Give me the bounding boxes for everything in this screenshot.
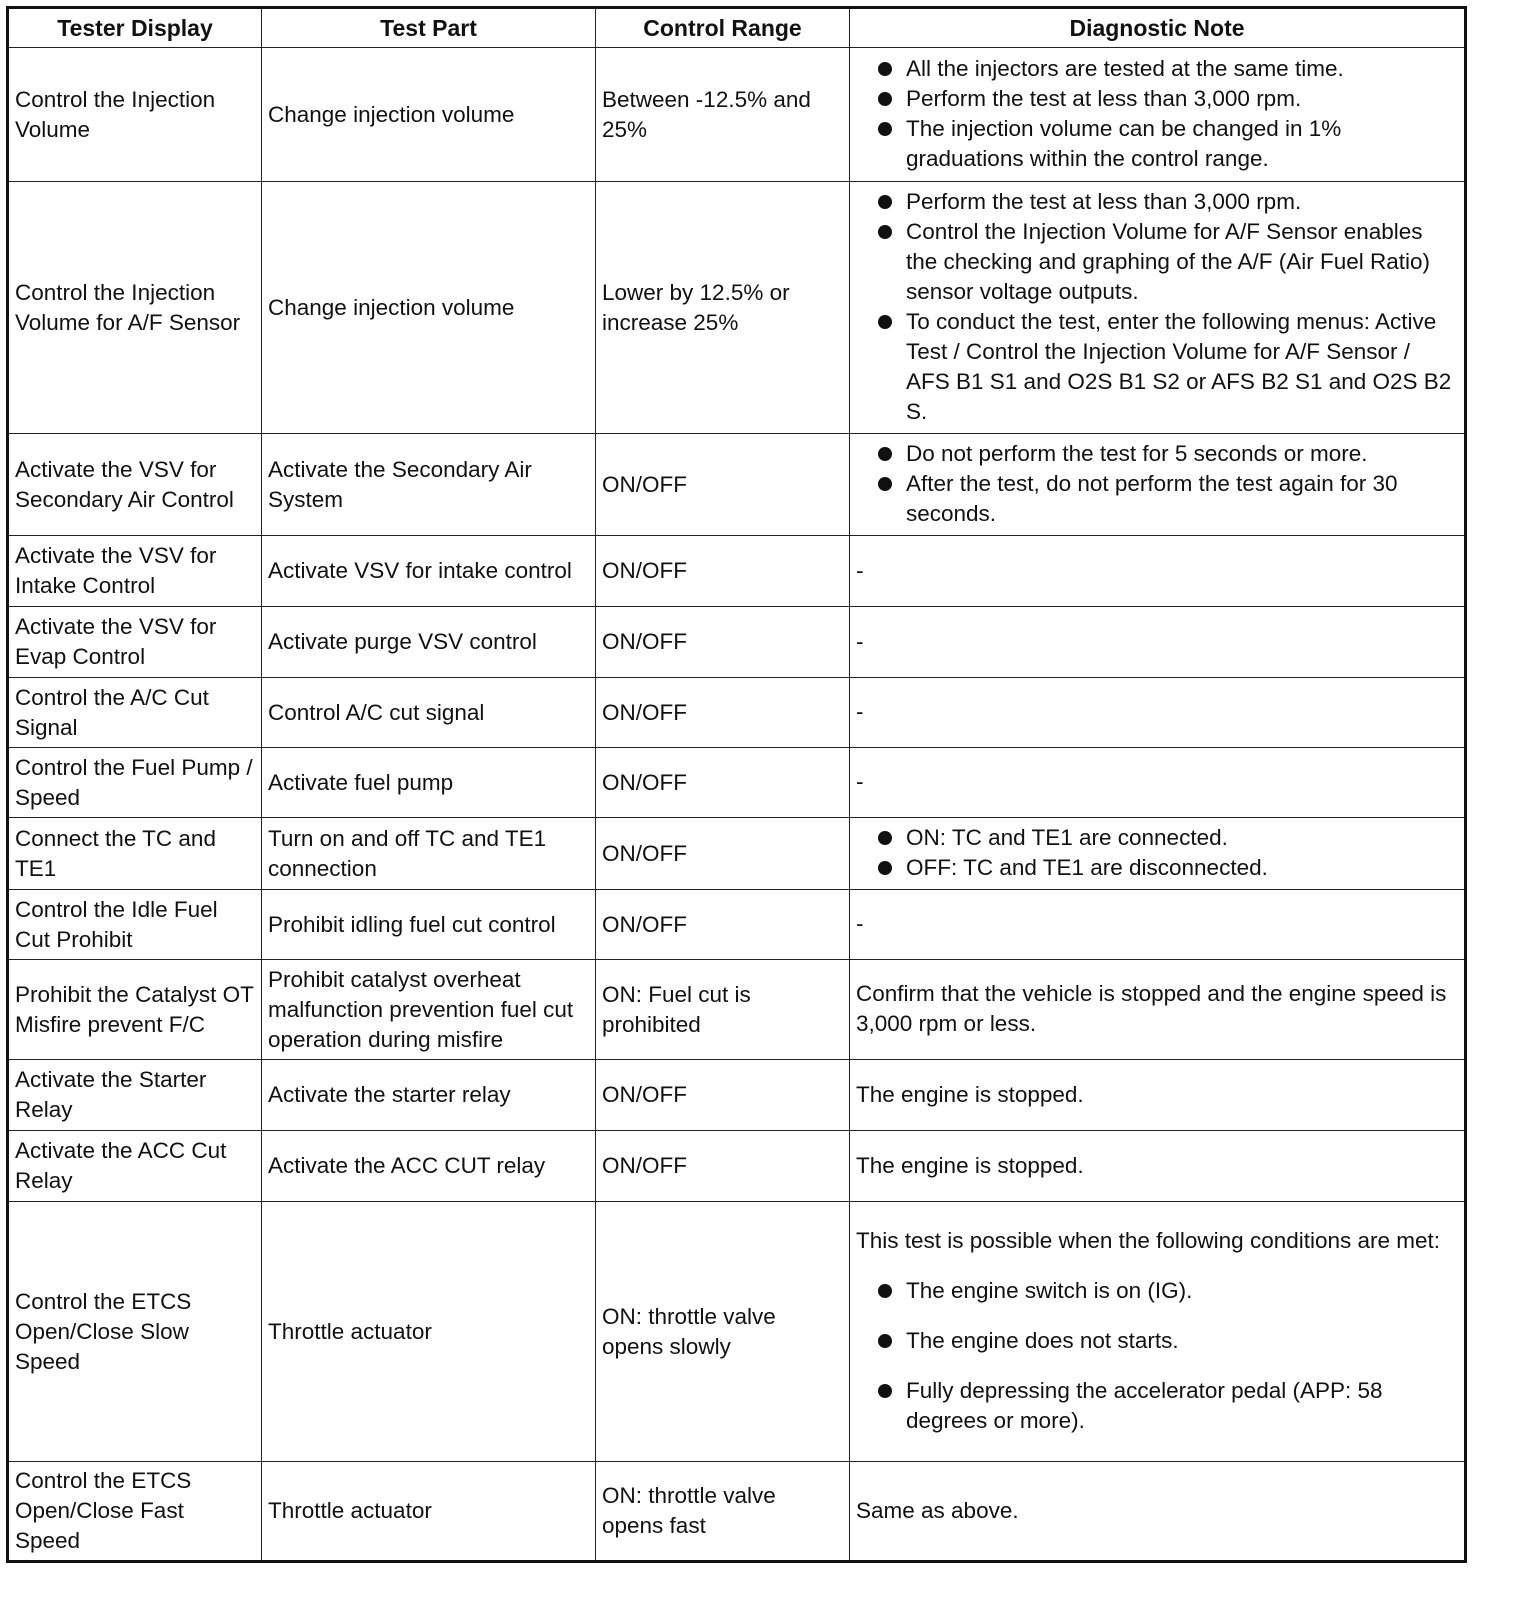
test-part-cell: Activate the Secondary Air System bbox=[262, 434, 596, 536]
control-range-cell: Between -12.5% and 25% bbox=[596, 48, 850, 182]
diagnostic-note-cell bbox=[850, 607, 1466, 678]
note-bullet-list bbox=[856, 187, 1458, 427]
tester-display-cell: Prohibit the Catalyst OT Misfire prevent F/C bbox=[8, 960, 262, 1060]
control-range-cell: ON/OFF bbox=[596, 536, 850, 607]
note-text: - bbox=[856, 769, 864, 794]
tester-display-cell: Control the A/C Cut Signal bbox=[8, 678, 262, 748]
tester-display-cell: Control the Injection Volume for A/F Sensor bbox=[8, 182, 262, 434]
table-row bbox=[8, 434, 1466, 536]
test-part-cell: Change injection volume bbox=[262, 182, 596, 434]
diagnostic-note-cell bbox=[850, 890, 1466, 960]
note-text: Same as above. bbox=[856, 1497, 1019, 1523]
table-row bbox=[8, 890, 1466, 960]
control-range-cell: ON/OFF bbox=[596, 748, 850, 818]
test-part-cell: Prohibit idling fuel cut control bbox=[262, 890, 596, 960]
note-bullet-list bbox=[856, 439, 1458, 529]
table-row bbox=[8, 1131, 1466, 1202]
table-row bbox=[8, 748, 1466, 818]
control-range-cell: ON/OFF bbox=[596, 678, 850, 748]
note-bullet: Do not perform the test for 5 seconds or more. bbox=[856, 439, 1458, 469]
control-range-cell: ON/OFF bbox=[596, 1131, 850, 1202]
control-range-cell: ON/OFF bbox=[596, 434, 850, 536]
tester-display-cell: Control the Fuel Pump / Speed bbox=[8, 748, 262, 818]
tester-display-cell: Control the ETCS Open/Close Fast Speed bbox=[8, 1462, 262, 1562]
test-part-cell: Activate the ACC CUT relay bbox=[262, 1131, 596, 1202]
header-test-part: Test Part bbox=[262, 8, 596, 48]
diagnostic-note-cell bbox=[850, 1462, 1466, 1562]
note-bullet: The injection volume can be changed in 1% graduations within the control range. bbox=[856, 114, 1458, 174]
tester-display-cell: Control the Idle Fuel Cut Prohibit bbox=[8, 890, 262, 960]
diagnostic-note-cell bbox=[850, 1131, 1466, 1202]
test-part-cell: Activate purge VSV control bbox=[262, 607, 596, 678]
tester-display-cell: Activate the ACC Cut Relay bbox=[8, 1131, 262, 1202]
note-bullet: ON: TC and TE1 are connected. bbox=[856, 823, 1458, 853]
test-part-cell: Activate VSV for intake control bbox=[262, 536, 596, 607]
diagnostic-note-cell bbox=[850, 818, 1466, 890]
table-row bbox=[8, 818, 1466, 890]
table-row bbox=[8, 678, 1466, 748]
note-bullet: To conduct the test, enter the following menus: Active Test / Control the Injection Volume for A/F Sensor / AFS B1 S1 and O2S B1 S2 or AFS B2 S1 and O2S B2 S. bbox=[856, 307, 1458, 427]
test-part-cell: Prohibit catalyst overheat malfunction prevention fuel cut operation during misfire bbox=[262, 960, 596, 1060]
note-bullet: OFF: TC and TE1 are disconnected. bbox=[856, 853, 1458, 883]
table-row bbox=[8, 48, 1466, 182]
tester-display-cell: Activate the VSV for Intake Control bbox=[8, 536, 262, 607]
tester-display-cell: Activate the VSV for Evap Control bbox=[8, 607, 262, 678]
tester-display-cell: Control the Injection Volume bbox=[8, 48, 262, 182]
header-tester-display: Tester Display bbox=[8, 8, 262, 48]
test-part-cell: Turn on and off TC and TE1 connection bbox=[262, 818, 596, 890]
table-row bbox=[8, 960, 1466, 1060]
diagnostic-note-cell bbox=[850, 536, 1466, 607]
table-row bbox=[8, 536, 1466, 607]
control-range-cell: ON/OFF bbox=[596, 890, 850, 960]
tester-display-cell: Connect the TC and TE1 bbox=[8, 818, 262, 890]
diagnostic-note-cell bbox=[850, 48, 1466, 182]
note-bullet-list bbox=[856, 54, 1458, 174]
note-bullet-list bbox=[856, 1276, 1458, 1436]
diagnostic-note-cell bbox=[850, 678, 1466, 748]
note-bullet: Control the Injection Volume for A/F Sensor enables the checking and graphing of the A/F (Air Fuel Ratio) sensor voltage outputs. bbox=[856, 217, 1458, 307]
control-range-cell: ON: throttle valve opens slowly bbox=[596, 1202, 850, 1462]
note-text: Confirm that the vehicle is stopped and the engine speed is 3,000 rpm or less. bbox=[856, 981, 1447, 1036]
header-row bbox=[8, 8, 1466, 48]
control-range-cell: ON: throttle valve opens fast bbox=[596, 1462, 850, 1562]
note-bullet-list bbox=[856, 823, 1458, 883]
header-diagnostic-note: Diagnostic Note bbox=[850, 8, 1466, 48]
tester-display-cell: Activate the Starter Relay bbox=[8, 1060, 262, 1131]
note-bullet: Perform the test at less than 3,000 rpm. bbox=[856, 84, 1458, 114]
table-row bbox=[8, 607, 1466, 678]
note-text: - bbox=[856, 911, 864, 936]
note-bullet: Perform the test at less than 3,000 rpm. bbox=[856, 187, 1458, 217]
test-part-cell: Control A/C cut signal bbox=[262, 678, 596, 748]
table-row bbox=[8, 1462, 1466, 1562]
note-bullet: After the test, do not perform the test again for 30 seconds. bbox=[856, 469, 1458, 529]
note-text: - bbox=[856, 699, 864, 724]
diagnostic-table-container bbox=[6, 6, 1467, 1563]
diagnostic-note-cell bbox=[850, 960, 1466, 1060]
header-control-range: Control Range bbox=[596, 8, 850, 48]
control-range-cell: ON/OFF bbox=[596, 1060, 850, 1131]
note-bullet: All the injectors are tested at the same time. bbox=[856, 54, 1458, 84]
note-text: The engine is stopped. bbox=[856, 1081, 1084, 1107]
test-part-cell: Activate fuel pump bbox=[262, 748, 596, 818]
note-text: - bbox=[856, 557, 864, 583]
tester-display-cell: Activate the VSV for Secondary Air Control bbox=[8, 434, 262, 536]
control-range-cell: Lower by 12.5% or increase 25% bbox=[596, 182, 850, 434]
note-bullet: The engine does not starts. bbox=[856, 1326, 1458, 1356]
test-part-cell: Throttle actuator bbox=[262, 1462, 596, 1562]
diagnostic-note-cell bbox=[850, 748, 1466, 818]
table-row bbox=[8, 1060, 1466, 1131]
table-row bbox=[8, 1202, 1466, 1462]
note-text: This test is possible when the following conditions are met: bbox=[856, 1228, 1441, 1253]
note-text: The engine is stopped. bbox=[856, 1152, 1084, 1178]
active-test-table bbox=[6, 6, 1467, 1563]
diagnostic-note-cell bbox=[850, 434, 1466, 536]
test-part-cell: Change injection volume bbox=[262, 48, 596, 182]
diagnostic-note-cell bbox=[850, 1060, 1466, 1131]
control-range-cell: ON/OFF bbox=[596, 818, 850, 890]
table-row bbox=[8, 182, 1466, 434]
note-text: - bbox=[856, 628, 864, 654]
note-bullet: The engine switch is on (IG). bbox=[856, 1276, 1458, 1306]
diagnostic-note-cell bbox=[850, 182, 1466, 434]
test-part-cell: Activate the starter relay bbox=[262, 1060, 596, 1131]
table-body bbox=[8, 48, 1466, 1562]
control-range-cell: ON/OFF bbox=[596, 607, 850, 678]
test-part-cell: Throttle actuator bbox=[262, 1202, 596, 1462]
tester-display-cell: Control the ETCS Open/Close Slow Speed bbox=[8, 1202, 262, 1462]
note-bullet: Fully depressing the accelerator pedal (APP: 58 degrees or more). bbox=[856, 1376, 1458, 1436]
control-range-cell: ON: Fuel cut is prohibited bbox=[596, 960, 850, 1060]
diagnostic-note-cell bbox=[850, 1202, 1466, 1462]
